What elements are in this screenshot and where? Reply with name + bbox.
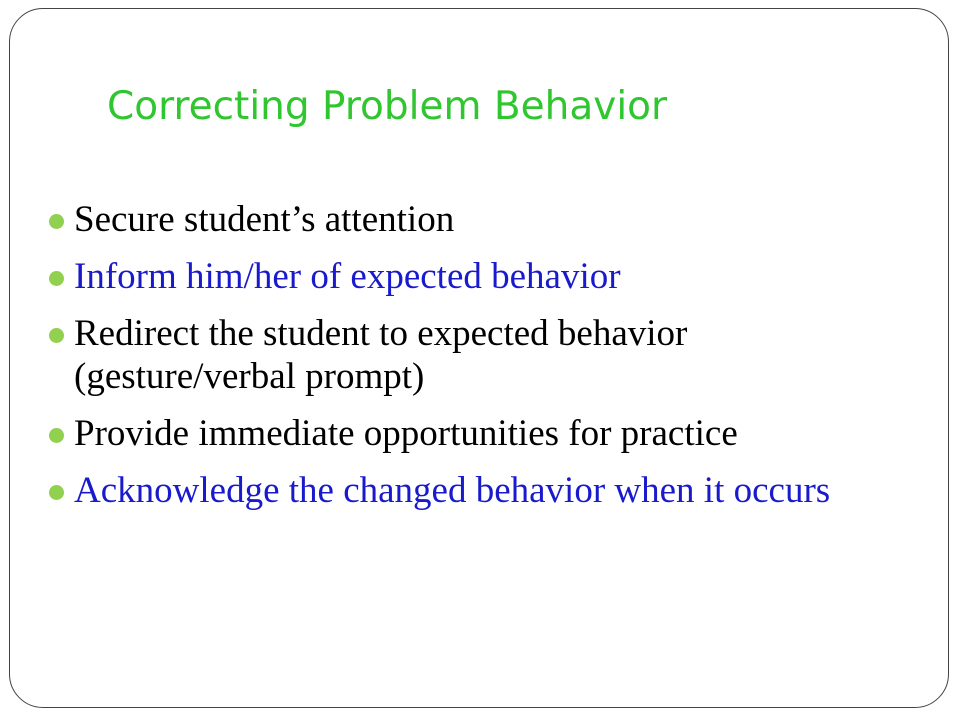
bullet-text: Redirect the student to expected behavior (gesture/verbal prompt) bbox=[74, 313, 688, 397]
bullet-text: Inform him/her of expected behavior bbox=[74, 256, 621, 297]
bullet-item bbox=[48, 255, 908, 298]
bullet-list bbox=[48, 198, 908, 526]
bullet-icon bbox=[49, 485, 64, 500]
bullet-item bbox=[48, 412, 908, 455]
slide-title: Correcting Problem Behavior bbox=[107, 84, 668, 129]
bullet-icon bbox=[49, 428, 64, 443]
bullet-icon bbox=[49, 214, 64, 229]
bullet-icon bbox=[49, 271, 64, 286]
bullet-text: Secure student’s attention bbox=[74, 199, 455, 240]
bullet-text: Provide immediate opportunities for practice bbox=[74, 413, 738, 454]
bullet-text: Acknowledge the changed behavior when it occurs bbox=[74, 470, 831, 511]
bullet-item bbox=[48, 198, 908, 241]
bullet-icon bbox=[49, 328, 64, 343]
bullet-item bbox=[48, 469, 908, 512]
bullet-item bbox=[48, 312, 908, 398]
